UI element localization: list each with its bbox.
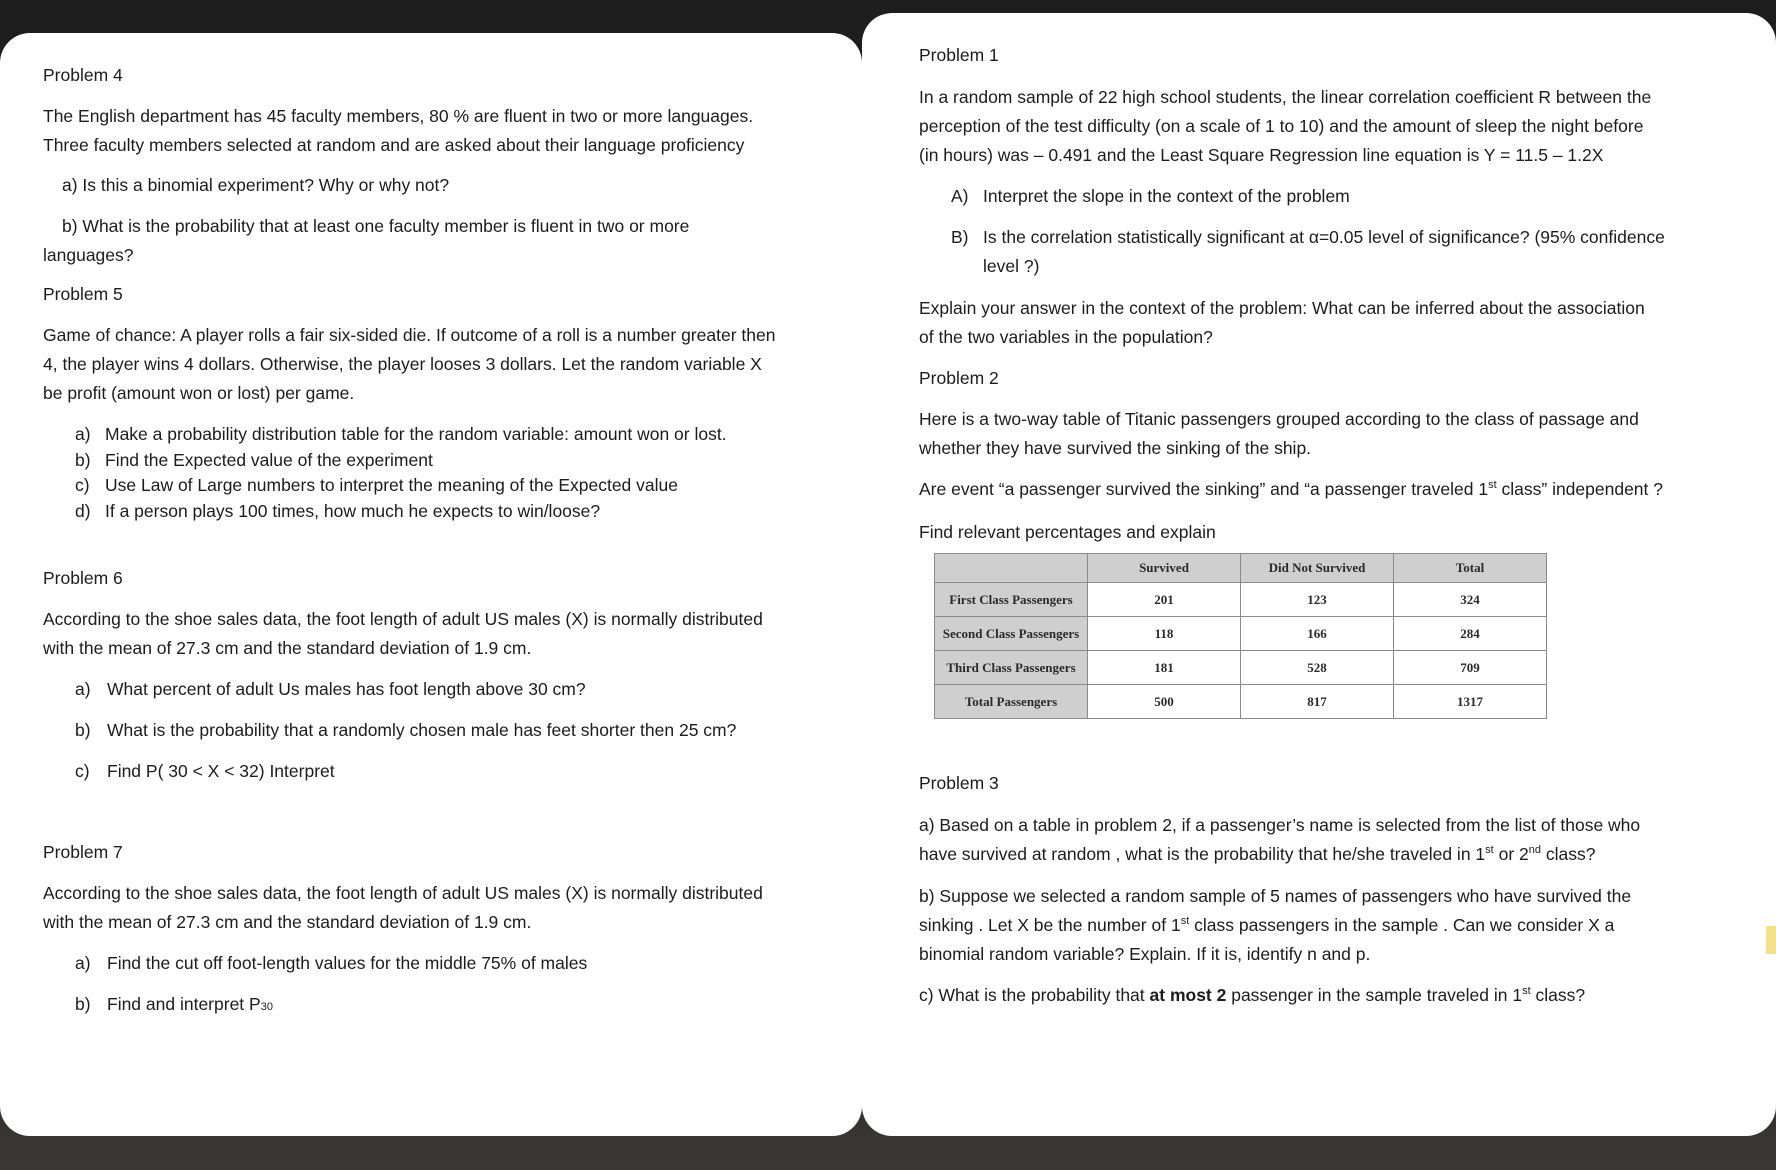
problem-4-question-a: a) Is this a binomial experiment? Why or why not? [62, 175, 450, 195]
item-text: If a person plays 100 times, how much he expects to win/loose? [105, 500, 601, 521]
titanic-table [934, 553, 1547, 719]
table-header-cell: Did Not Survived [1241, 554, 1394, 583]
problem-3-question-b-line1: b) Suppose we selected a random sample of 5 names of passengers who have survived the [919, 886, 1632, 906]
problem-1-question-b: B) Is the correlation statistically significant at α=0.05 level of significance? (95% confidence [951, 227, 1665, 247]
problem-2-instruction: Find relevant percentages and explain [919, 522, 1216, 542]
problem-3-question-a-line1: a) Based on a table in problem 2, if a passenger’s name is selected from the list of those who [919, 815, 1641, 835]
problem-3-question-b-line3: binomial random variable? Explain. If it is, identify n and p. [919, 944, 1371, 964]
table-cell: 500 [1088, 685, 1241, 719]
problem-4-text-line2: Three faculty members selected at random and are asked about their language proficiency [43, 135, 745, 155]
problem-6-question-b: b) What is the probability that a randomly chosen male has feet shorter then 25 cm? [75, 720, 737, 740]
table-cell: 528 [1241, 651, 1394, 685]
problem-4 [43, 61, 822, 270]
table-cell: 324 [1394, 583, 1547, 617]
table-header-row [935, 554, 1547, 583]
table-cell: 1317 [1394, 685, 1547, 719]
subscript-30: 30 [260, 1001, 273, 1013]
item-label: c) [75, 475, 90, 495]
item-label: d) [75, 500, 91, 521]
problem-7 [43, 838, 822, 1022]
row-header: First Class Passengers [935, 583, 1088, 617]
row-header: Third Class Passengers [935, 651, 1088, 685]
problem-3-question-b-line2: sinking . Let X be the number of 1st class passengers in the sample . Can we consider X a [919, 915, 1615, 935]
problem-6-title: Problem 6 [43, 568, 123, 588]
problem-5-text-line3: be profit (amount won or lost) per game. [43, 383, 355, 403]
problem-1-question-b-line2: level ?) [983, 256, 1040, 276]
table-cell: 709 [1394, 651, 1547, 685]
list-item [75, 499, 822, 525]
problem-4-text-line1: The English department has 45 faculty members, 80 % are fluent in two or more languages. [43, 106, 754, 126]
problem-3-question-a-line2: have survived at random , what is the probability that he/she traveled in 1st or 2nd class? [919, 844, 1596, 864]
problem-5-text-line1: Game of chance: A player rolls a fair six-sided die. If outcome of a roll is a number greater then [43, 325, 776, 345]
problem-1-explain-line1: Explain your answer in the context of the problem: What can be inferred about the association [919, 298, 1645, 318]
problem-5-title: Problem 5 [43, 284, 123, 304]
item-label: a) [75, 424, 91, 444]
problem-6-question-a: a) What percent of adult Us males has foot length above 30 cm? [75, 679, 586, 699]
table-row [935, 651, 1547, 685]
problem-7-title: Problem 7 [43, 842, 123, 862]
item-text: Find the Expected value of the experiment [105, 449, 433, 470]
problem-6-question-c: c) Find P( 30 < X < 32) Interpret [75, 761, 335, 781]
problem-1-title: Problem 1 [919, 45, 999, 65]
problem-6-text-line2: with the mean of 27.3 cm and the standard deviation of 1.9 cm. [43, 638, 532, 658]
problem-2-title: Problem 2 [919, 368, 999, 388]
problem-3-question-c: c) What is the probability that at most 2 passenger in the sample traveled in 1st class? [919, 985, 1586, 1005]
problem-5-text-line2: 4, the player wins 4 dollars. Otherwise, the player looses 3 dollars. Let the random variable X [43, 354, 762, 374]
problem-1 [919, 41, 1746, 352]
problem-5 [43, 280, 822, 524]
list-item [75, 448, 822, 474]
item-label: b) [75, 449, 91, 470]
list-item [75, 473, 822, 499]
table-header-cell [935, 554, 1088, 583]
problem-7-question-a: a) Find the cut off foot-length values for the middle 75% of males [75, 953, 588, 973]
table-header-cell: Survived [1088, 554, 1241, 583]
left-page [0, 33, 862, 1136]
table-cell: 181 [1088, 651, 1241, 685]
problem-4-title: Problem 4 [43, 65, 123, 85]
row-header: Total Passengers [935, 685, 1088, 719]
problem-6 [43, 564, 822, 786]
table-cell: 201 [1088, 583, 1241, 617]
list-item [75, 422, 822, 448]
problem-7-text-line1: According to the shoe sales data, the foot length of adult US males (X) is normally distributed [43, 883, 763, 903]
problem-2 [919, 364, 1746, 719]
table-header-cell: Total [1394, 554, 1547, 583]
table-row [935, 617, 1547, 651]
problem-6-text-line1: According to the shoe sales data, the foot length of adult US males (X) is normally distributed [43, 609, 763, 629]
item-text: Use Law of Large numbers to interpret the meaning of the Expected value [105, 475, 678, 495]
table-row [935, 685, 1547, 719]
problem-1-text-line1: In a random sample of 22 high school students, the linear correlation coefficient R between the [919, 87, 1652, 107]
problem-7-question-b: b) Find and interpret P30 [75, 994, 273, 1014]
problem-7-text-line2: with the mean of 27.3 cm and the standard deviation of 1.9 cm. [43, 912, 532, 932]
highlight-mark [1766, 926, 1776, 954]
problem-2-question: Are event “a passenger survived the sinking” and “a passenger traveled 1st class” independent ? [919, 479, 1664, 499]
table-cell: 118 [1088, 617, 1241, 651]
problem-3 [919, 769, 1746, 1010]
table-cell: 123 [1241, 583, 1394, 617]
right-page [862, 13, 1776, 1136]
table-cell: 284 [1394, 617, 1547, 651]
problem-1-text-line3: (in hours) was – 0.491 and the Least Square Regression line equation is Y = 11.5 – 1.2X [919, 145, 1604, 165]
problem-1-question-a: A) Interpret the slope in the context of the problem [951, 186, 1350, 206]
problem-2-text-line1: Here is a two-way table of Titanic passengers grouped according to the class of passage and [919, 409, 1639, 429]
problem-2-text-line2: whether they have survived the sinking of the ship. [919, 438, 1312, 458]
problem-4-question-b-line2: languages? [43, 245, 134, 265]
problem-1-explain-line2: of the two variables in the population? [919, 327, 1213, 347]
row-header: Second Class Passengers [935, 617, 1088, 651]
problem-4-question-b-line1: b) What is the probability that at least one faculty member is fluent in two or more [62, 216, 690, 236]
item-text: Make a probability distribution table for the random variable: amount won or lost. [105, 424, 727, 444]
problem-1-text-line2: perception of the test difficulty (on a scale of 1 to 10) and the amount of sleep the night before [919, 116, 1644, 136]
table-cell: 166 [1241, 617, 1394, 651]
table-row [935, 583, 1547, 617]
problem-5-question-list [43, 422, 822, 524]
table-cell: 817 [1241, 685, 1394, 719]
problem-3-title: Problem 3 [919, 773, 999, 793]
